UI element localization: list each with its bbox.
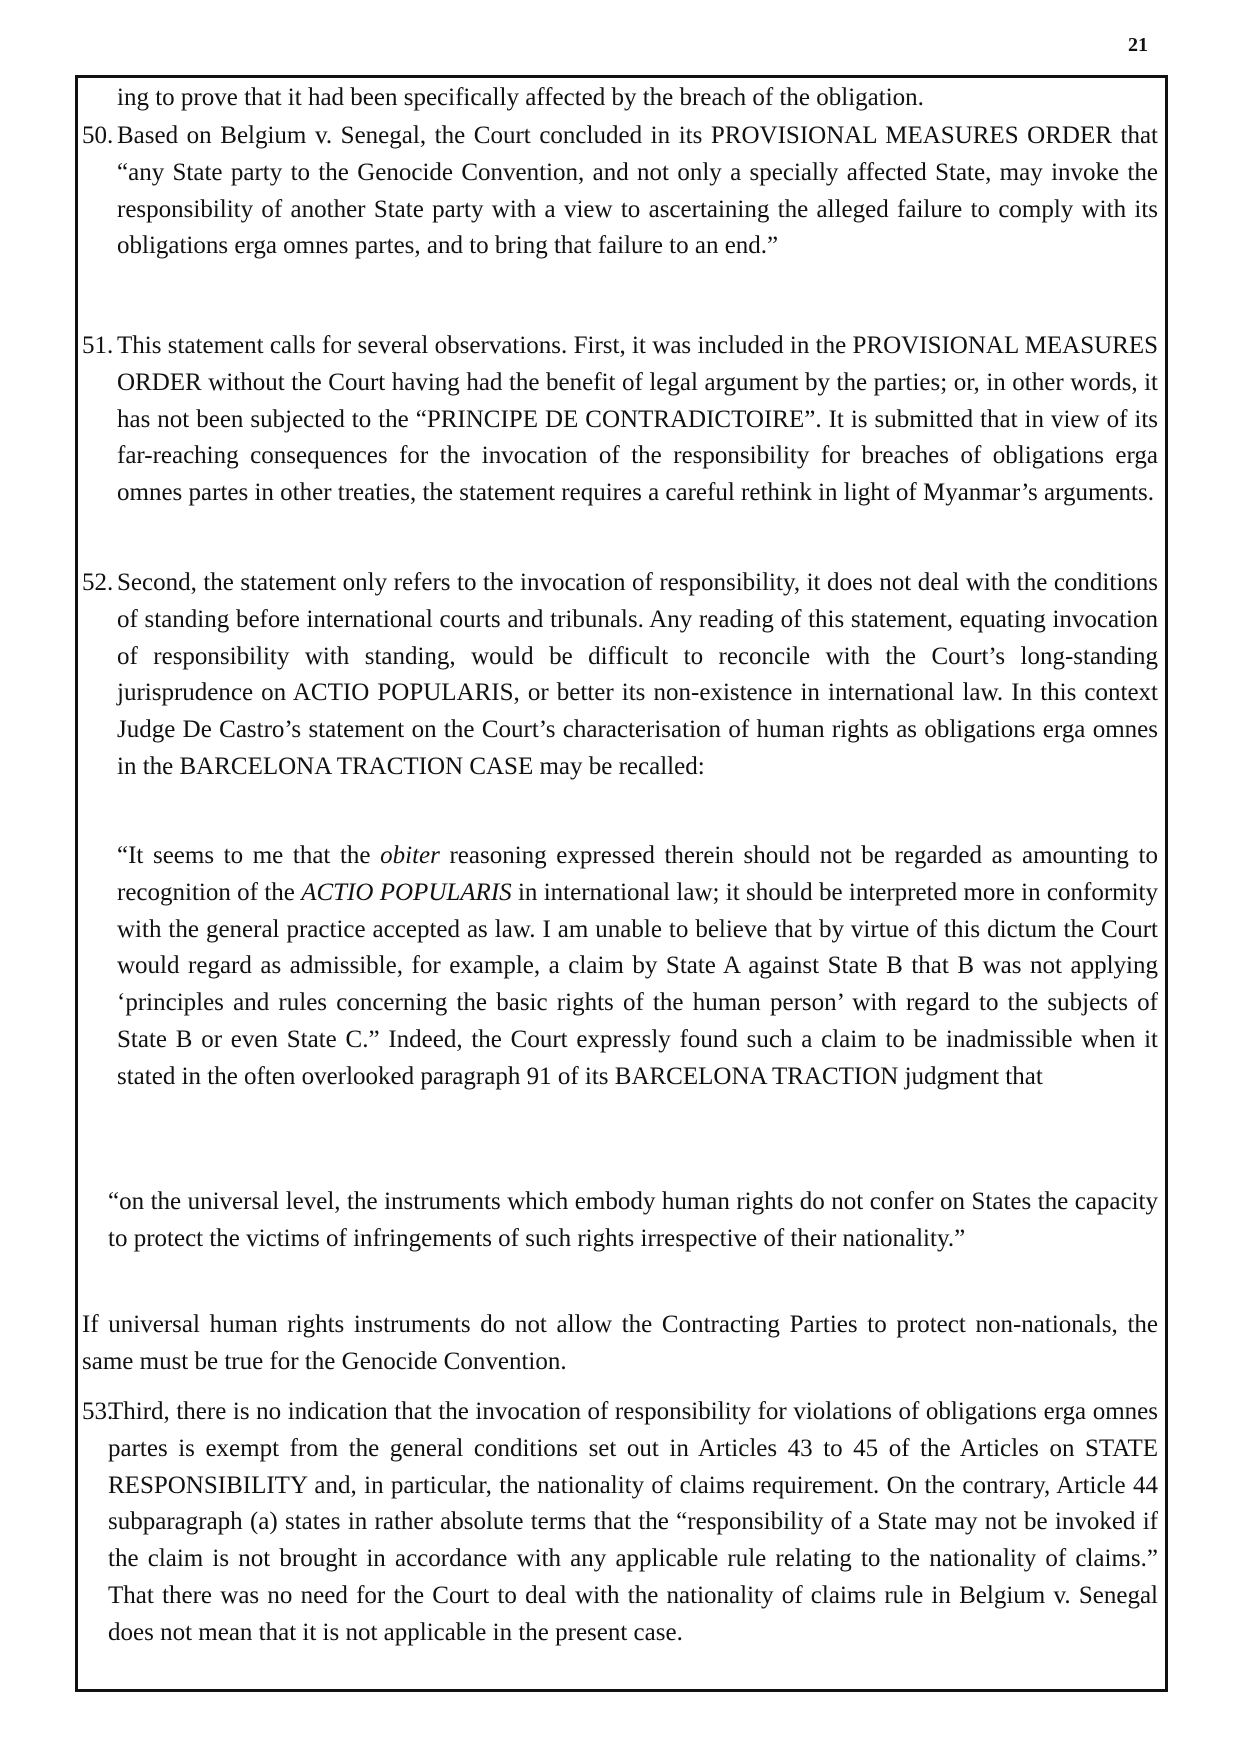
- quote-text: reasoning expressed therein should not be regarded as amounting to recognition of the: [117, 842, 1158, 906]
- paragraph-number: 51.: [82, 332, 114, 359]
- paragraph-52: Second, the statement only refers to the invocation of responsibility, it does not deal with the conditions of standing before international courts and tribunals. Any reading of this statement, equating invocation of responsibility with standing, would be difficult to reconcile with the Court’s long-standing jurisprudence on ACTIO POPULARIS, or better its non-existence in international law. In this context Judge De Castro’s statement on the Court’s characterisation of human rights as obligations erga omnes in the BARCELONA TRACTION CASE may be recalled:: [117, 569, 1158, 780]
- paragraph-number: 53.: [82, 1398, 114, 1425]
- quote-italic-text: obiter: [380, 842, 440, 869]
- paragraph-number: 52.: [82, 569, 114, 596]
- de-castro-quote: [117, 838, 1158, 1096]
- quote-text: “It seems to me that the: [117, 842, 381, 869]
- page-number: 21: [1128, 34, 1148, 56]
- paragraph-50: Based on Belgium v. Senegal, the Court concluded in its PROVISIONAL MEASURES ORDER that “any State party to the Genocide Convention, and not only a specially affected State, may invoke the responsibility of another State party with a view to ascertaining the alleged failure to comply with its obligations erga omnes partes, and to bring that failure to an end.”: [117, 122, 1158, 260]
- conclusion-text: If universal human rights instruments do not allow the Contracting Parties to protect non-nationals, the same must be true for the Genocide Convention.: [82, 1311, 1158, 1375]
- quote-text: in international law; it should be interpreted more in conformity with the general practice accepted as law. I am unable to believe that by virtue of this dictum the Court would regard as admissible, for example, a claim by State A against State B that B was not applying ‘principles and rules concerning the basic rights of the human person’ with regard to the subjects of State B or even State C.” Indeed, the Court expressly found such a claim to be inadmissible when it stated in the often overlooked paragraph 91 of its BARCELONA TRACTION judgment that: [117, 878, 1158, 1090]
- quote-italic-text: ACTIO POPULARIS: [301, 878, 512, 906]
- continuation-text: ing to prove that it had been specifically affected by the breach of the obligation.: [117, 84, 924, 111]
- paragraph-number: 50.: [82, 122, 114, 149]
- paragraph-51: This statement calls for several observations. First, it was included in the PROVISIONAL MEASURES ORDER without the Court having had the benefit of legal argument by the parties; or, in other words, it has not been subjected to the “PRINCIPE DE CONTRADICTOIRE”. It is submitted that in view of its far-reaching consequences for the invocation of the responsibility for breaches of obligations erga omnes partes in other treaties, the statement requires a careful rethink in light of Myanmar’s arguments.: [117, 332, 1158, 507]
- paragraph-53: Third, there is no indication that the invocation of responsibility for violations of obligations erga omnes partes is exempt from the general conditions set out in Articles 43 to 45 of the Articles on STATE RESPONSIBILITY and, in particular, the nationality of claims requirement. On the contrary, Article 44 subparagraph (a) states in rather absolute terms that the “responsibility of a State may not be invoked if the claim is not brought in accordance with any applicable rule relating to the nationality of claims.” That there was no need for the Court to deal with the nationality of claims rule in Belgium v. Senegal does not mean that it is not applicable in the present case.: [108, 1398, 1158, 1646]
- barcelona-traction-quote: “on the universal level, the instruments which embody human rights do not confer on States the capacity to protect the victims of infringements of such rights irrespective of their nationality.”: [108, 1188, 1158, 1252]
